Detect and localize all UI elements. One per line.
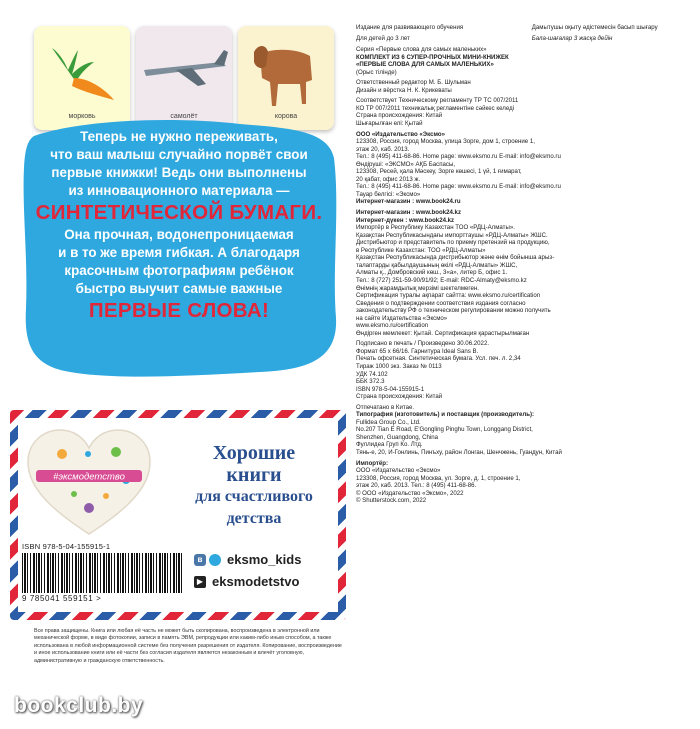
telegram-icon	[209, 554, 221, 566]
card-caption: корова	[274, 113, 298, 120]
edition-ru: Издание для развивающего обучения	[356, 24, 464, 31]
imprint-line: «ПЕРВЫЕ СЛОВА ДЛЯ САМЫХ МАЛЕНЬКИХ»	[356, 61, 494, 69]
imprint-line: Соответствует Техническому регламенту ТР ТС 007/2011	[356, 97, 519, 105]
envelope-inner	[18, 418, 338, 612]
imprint-line: Страна происхождения: Китай	[356, 112, 443, 120]
imprint-line: 123308, Россия, город Москва, ул. Зорге, д. 1, строение 1,	[356, 474, 521, 482]
imprint-line: КОМПЛЕКТ ИЗ 6 СУПЕР-ПРОЧНЫХ МИНИ-КНИЖЕК	[356, 53, 509, 61]
barcode-number: 9 785041 559151 >	[22, 594, 102, 603]
promo-line: Она прочная, водонепроницаемая	[64, 227, 294, 242]
imprint-line: Шығарылған елі: Қытай	[356, 120, 423, 128]
imprint-line: Сертификация туралы ақпарат сайтта: www.eksmo.ru/certification	[356, 292, 541, 300]
promo-bubble	[20, 118, 338, 380]
social-handle: eksmo_kids	[227, 552, 302, 567]
heart-icon	[22, 424, 156, 540]
watermark-text: bookclub.by	[14, 694, 144, 717]
imprint-line: No.207 Tian E Road, E'Gongling Pinghu Town, Longgang District,	[356, 426, 533, 434]
imprint-line: Өнімнің жарамдылық мерзімі шектелмеген.	[356, 284, 479, 292]
edition-row	[356, 24, 694, 32]
imprint-lines	[356, 46, 694, 505]
promo-highlight-synthetic: СИНТЕТИЧЕСКОЙ БУМАГИ.	[35, 201, 323, 224]
imprint-line: Fullidea Group Co., Ltd.	[356, 418, 421, 426]
site-handle: eksmodetstvo	[212, 574, 300, 589]
age-kz: Бала-шағалар 3 жасқа дейін	[531, 34, 613, 42]
card-cow	[238, 26, 334, 130]
card-caption: морковь	[68, 113, 96, 120]
card-airplane	[136, 26, 232, 130]
barcode-block	[22, 542, 182, 606]
imprint-line: Тел.: 8 (727) 251-59-90/91/92; E-mail: RDC-Almaty@eksmo.kz	[356, 276, 527, 284]
imprint-line: Интернет-магазин : www.book24.kz	[356, 209, 461, 217]
isbn-text: ISBN 978-5-04-155915-1	[22, 542, 111, 551]
imprint-line: Қазақстан Республикасындағы импорттаушы «РДЦ-Алматы» ЖШС.	[356, 231, 548, 239]
imprint-line: в Республике Казахстан: ТОО «РДЦ-Алматы»	[356, 246, 486, 254]
imprint-line: Формат 65 x 66/16. Гарнитура Ideal Sans В.	[356, 347, 479, 355]
imprint-line: 20 қабат, офис 2013 ж.	[356, 175, 421, 183]
imprint-line: (Орыс тілінде)	[356, 68, 397, 76]
imprint-line: талаптарды қабылдаушының өкілі «РДЦ-Алматы» ЖШС,	[356, 261, 518, 269]
imprint-column	[356, 24, 694, 505]
imprint-line: Типография (изготовитель) и поставщик (производитель):	[356, 411, 535, 419]
imprint-line: Тел.: 8 (495) 411-68-86. Home page: www.eksmo.ru E-mail: info@eksmo.ru	[356, 183, 561, 191]
imprint-line: © Shutterstock.com, 2022	[356, 497, 427, 505]
social-row	[194, 552, 301, 567]
imprint-line: © ООО «Издательство «Эксмо», 2022	[356, 489, 464, 497]
hashtag-text: #эксмодетство	[53, 471, 125, 483]
edition-kz: Дамытушы оқыту әдістемесін басып шығару	[531, 24, 658, 31]
imprint-line: Подписано в печать / Произведено 30.06.2022.	[356, 340, 490, 348]
promo-line: что ваш малыш случайно порвёт свои	[50, 147, 308, 162]
imprint-line: КО ТР 007/2011 техникалық регламентіне сәйкес келеді	[356, 104, 515, 112]
imprint-line: Интернет-дүкен : www.book24.kz	[356, 216, 455, 224]
youtube-icon: ▶	[194, 576, 206, 588]
imprint-line: Тираж 1000 экз. Заказ № 0113	[356, 362, 442, 370]
imprint-line: Ответственный редактор М. Б. Шульман	[356, 79, 471, 87]
imprint-line: Дистрибьютор и представитель по приему претензий на продукцию,	[356, 239, 550, 247]
promo-line: и в то же время гибкая. А благодаря	[58, 245, 300, 260]
promo-text	[30, 128, 328, 324]
imprint-line: 123308, Ресей, қала Мәскеу, Зорге көшесі, 1 үй, 1 ғимарат,	[356, 168, 522, 176]
imprint-line: www.eksmo.ru/certification	[356, 322, 429, 330]
imprint-line: на сайте Издательства «Эксмо»	[356, 314, 448, 322]
imprint-line: ООО «Издательство «Эксмо»	[356, 130, 446, 138]
imprint-line: этаж 20, каб. 2013. Тел.: 8 (495) 411-68-86.	[356, 482, 477, 490]
site-row	[194, 574, 299, 589]
envelope-block	[10, 410, 346, 620]
imprint-line: Тел.: 8 (495) 411-68-86. Home page: www.eksmo.ru E-mail: info@eksmo.ru	[356, 153, 561, 161]
imprint-line: ББК 372.3	[356, 378, 385, 386]
imprint-line: Интернет-магазин : www.book24.ru	[356, 198, 461, 206]
imprint-line: Shenzhen, Guangdong, China	[356, 433, 438, 441]
imprint-line: Фуллидеа Груп Ко. Лтд.	[356, 441, 423, 449]
slogan-line: для счастливого	[195, 488, 313, 505]
imprint-line: 123308, Россия, город Москва, улица Зорге, дом 1, строение 1,	[356, 138, 535, 146]
promo-line: быстро выучит самые важные	[75, 281, 283, 296]
imprint-line: Тауар белгісі: «Эксмо»	[356, 190, 421, 198]
imprint-line: законодательству РФ о техническом регулировании можно получить	[356, 307, 551, 315]
imprint-line: Тянь-е, 20, И-Гонлинь, Пинъху, район Лонган, Шенчжень, Гуандун, Китай	[356, 448, 562, 456]
barcode-icon	[22, 553, 182, 593]
slogan	[168, 442, 340, 530]
imprint-line: ISBN 978-5-04-155915-1	[356, 385, 425, 393]
age-ru: Для детей до 3 лет	[356, 34, 410, 42]
age-row	[356, 35, 694, 43]
imprint-line: Өндіруші: «ЭКСМО» АҚБ Баспасы,	[356, 160, 456, 168]
imprint-line: Страна происхождения: Китай	[356, 393, 443, 401]
legal-notice: Все права защищены. Книга или любая её часть не может быть скопирована, воспроизведена в электронной или механической форме, в виде фотокопии, записи в память ЭВМ, репродукции или каким-либо иным способом, а также использована в любой информационной системе без получения разрешения от издателя. Копирование, воспроизведение и иное использование книги или её части без согласия издателя является незаконным и влечёт уголовную, административную и гражданскую ответственность.	[34, 628, 342, 664]
imprint-line: Серия «Первые слова для самых маленьких»	[356, 46, 487, 54]
imprint-line: Импортёр:	[356, 459, 389, 467]
imprint-line: Дизайн и вёрстка Н. К. Крикеваты	[356, 86, 452, 94]
promo-line: из инновационного материала —	[68, 183, 290, 198]
promo-highlight-first-words: ПЕРВЫЕ СЛОВА!	[88, 299, 270, 322]
imprint-line: Өндірген мемлекет: Қытай. Сертификация қарастырылмаған	[356, 329, 530, 337]
imprint-line: Алматы қ., Домбровский көш., 3«а», литер Б, офис 1.	[356, 269, 508, 277]
imprint-line: Сведения о подтверждении соответствия издания согласно	[356, 299, 526, 307]
imprint-line: Отпечатано в Китае.	[356, 403, 415, 411]
imprint-line: ООО «Издательство «Эксмо»	[356, 467, 441, 475]
imprint-line: Импортёр в Республику Казахстан ТОО «РДЦ-Алматы».	[356, 224, 515, 232]
vk-icon: в	[194, 554, 206, 566]
imprint-line: Қазақстан Республикасында дистрибьютор және өнім бойынша арыз-	[356, 254, 555, 262]
card-caption: самолёт	[170, 113, 198, 120]
slogan-line: детства	[226, 510, 282, 527]
slogan-line: книги	[226, 464, 282, 486]
promo-line: Теперь не нужно переживать,	[80, 129, 278, 144]
card-carrot	[34, 26, 130, 130]
promo-line: красочным фотографиям ребёнок	[64, 263, 294, 278]
promo-line: первые книжки! Ведь они выполнены	[51, 165, 307, 180]
imprint-line: Печать офсетная. Синтетическая бумага. Усл. печ. л. 2,34	[356, 355, 521, 363]
slogan-line: Хорошие	[212, 442, 296, 464]
imprint-line: этаж 20, каб. 2013.	[356, 145, 410, 153]
imprint-line: УДК 74.102	[356, 370, 388, 378]
